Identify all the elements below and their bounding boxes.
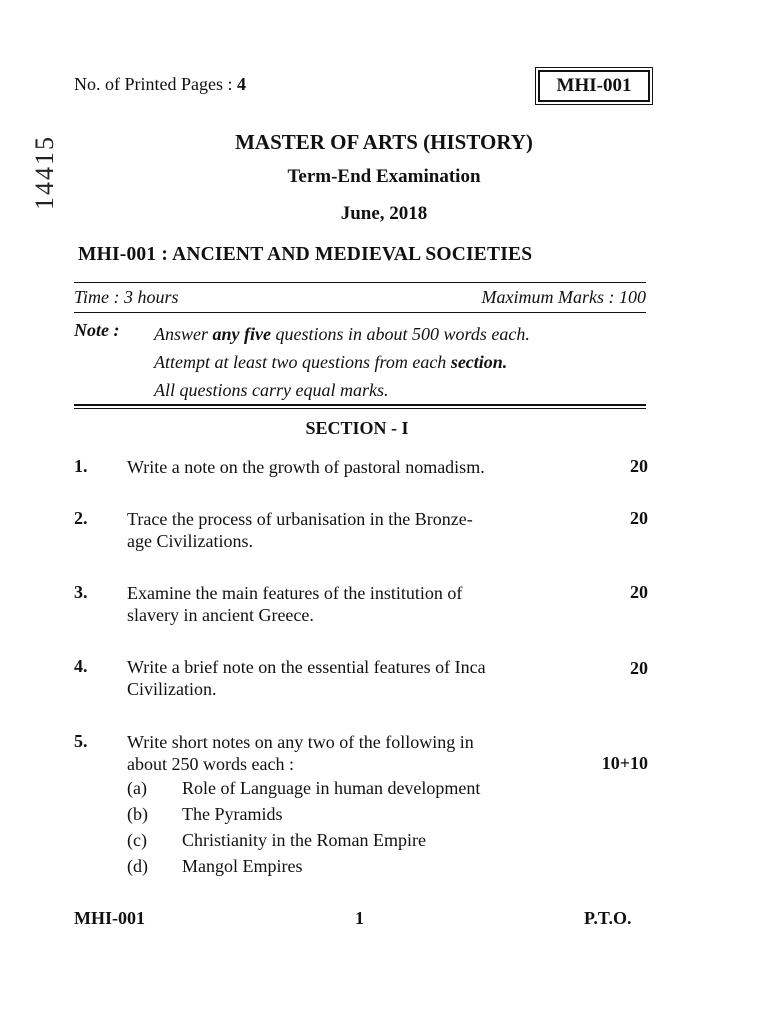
paper-code-box: MHI-001 bbox=[538, 70, 650, 102]
note-line-1-b: any five bbox=[212, 324, 271, 344]
divider-time bbox=[74, 312, 646, 313]
option-letter: (a) bbox=[127, 778, 147, 798]
section-heading: SECTION - I bbox=[305, 418, 409, 438]
question-text bbox=[127, 731, 595, 775]
option-letter: (c) bbox=[127, 830, 147, 850]
divider-top bbox=[74, 282, 646, 283]
question-line: age Civilizations. bbox=[127, 531, 253, 551]
question-line: Civilization. bbox=[127, 679, 217, 699]
question-number: 2. bbox=[74, 508, 88, 528]
side-serial-number: 14415 bbox=[30, 135, 59, 210]
question-number: 1. bbox=[74, 456, 88, 476]
question-number: 5. bbox=[74, 731, 88, 751]
note-line-2 bbox=[154, 348, 648, 376]
note-text bbox=[154, 320, 648, 404]
question-marks: 20 bbox=[630, 658, 648, 678]
option-text: Christianity in the Roman Empire bbox=[182, 830, 426, 850]
time-allowed: Time : 3 hours bbox=[74, 287, 179, 307]
printed-pages-label: No. of Printed Pages : bbox=[74, 74, 233, 94]
note-label: Note : bbox=[74, 320, 120, 340]
time-marks-row bbox=[74, 287, 646, 308]
note-line-3: All questions carry equal marks. bbox=[154, 380, 389, 400]
question-number: 3. bbox=[74, 582, 88, 602]
option-letter: (d) bbox=[127, 856, 148, 876]
printed-pages-value: 4 bbox=[236, 74, 246, 94]
printed-pages-line bbox=[74, 74, 246, 95]
option-text: The Pyramids bbox=[182, 804, 283, 824]
question-number: 4. bbox=[74, 656, 88, 676]
question-marks: 20 bbox=[630, 582, 648, 602]
note-line-1-c: questions in about 500 words each. bbox=[275, 324, 530, 344]
question-marks: 20 bbox=[630, 508, 648, 528]
maximum-marks: Maximum Marks : 100 bbox=[481, 287, 646, 307]
divider-note-1 bbox=[74, 404, 646, 406]
question-line: about 250 words each : bbox=[127, 754, 294, 774]
footer-paper-code: MHI-001 bbox=[74, 908, 145, 928]
question-text bbox=[127, 456, 595, 478]
note-line-1-a: Answer bbox=[154, 324, 208, 344]
option-letter: (b) bbox=[127, 804, 148, 824]
question-line: Write short notes on any two of the following in bbox=[127, 732, 474, 752]
question-line: Write a note on the growth of pastoral nomadism. bbox=[127, 457, 485, 477]
option-text: Mangol Empires bbox=[182, 856, 303, 876]
note-line-1 bbox=[154, 320, 648, 348]
question-text bbox=[127, 508, 595, 552]
note-line-2-a: Attempt at least two questions from each bbox=[154, 352, 447, 372]
exam-date: June, 2018 bbox=[340, 203, 428, 224]
question-text bbox=[127, 656, 595, 700]
question-marks: 20 bbox=[630, 456, 648, 476]
option-text: Role of Language in human development bbox=[182, 778, 481, 798]
footer-page-number: 1 bbox=[355, 908, 364, 928]
question-line: Examine the main features of the institution of bbox=[127, 583, 463, 603]
question-marks: 10+10 bbox=[601, 753, 648, 773]
divider-note-2 bbox=[74, 408, 646, 409]
question-line: Write a brief note on the essential features of Inca bbox=[127, 657, 486, 677]
exam-subtitle: Term-End Examination bbox=[287, 166, 481, 187]
question-line: Trace the process of urbanisation in the Bronze- bbox=[127, 509, 473, 529]
question-text bbox=[127, 582, 595, 626]
paper-title: MHI-001 : ANCIENT AND MEDIEVAL SOCIETIES bbox=[78, 244, 533, 265]
exam-title: MASTER OF ARTS (HISTORY) bbox=[235, 130, 533, 154]
note-line-2-b: section. bbox=[450, 352, 508, 372]
question-line: slavery in ancient Greece. bbox=[127, 605, 314, 625]
footer-pto: P.T.O. bbox=[584, 908, 632, 928]
